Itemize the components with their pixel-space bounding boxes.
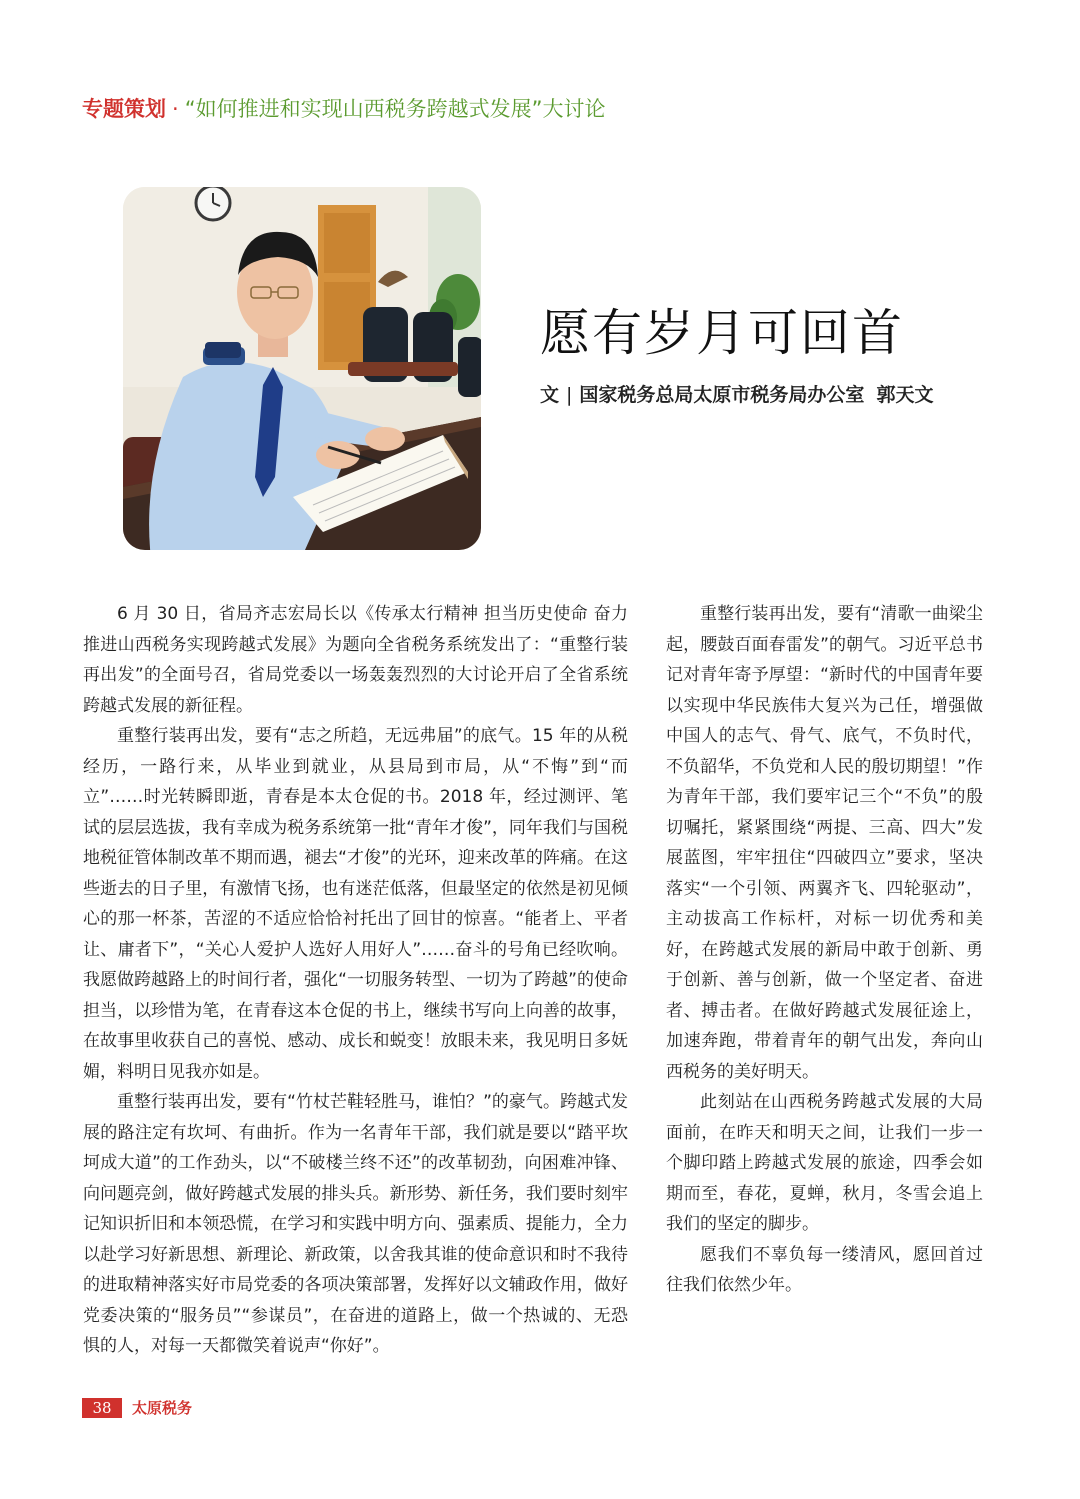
paragraph: 6 月 30 日，省局齐志宏局长以《传承太行精神 担当历史使命 奋力推进山西税务实现跨越式发展》为题向全省税务系统发出了：“重整行装再出发”的全面号召，省局党委以一场轰轰烈烈的大讨论开启了全省系统跨越式发展的新征程。	[83, 604, 628, 716]
section-separator: ·	[172, 97, 179, 121]
paragraph: 愿我们不辜负每一缕清风，愿回首过往我们依然少年。	[666, 1244, 983, 1295]
article-title: 愿有岁月可回首	[540, 304, 904, 362]
paragraph: 重整行装再出发，要有“清歌一曲梁尘起，腰鼓百面春雷发”的朝气。习近平总书记对青年寄予厚望：“新时代的中国青年要以实现中华民族伟大复兴为己任，增强做中国人的志气、骨气、底气，不负时代，不负韶华，不负党和人民的殷切期望！”作为青年干部，我们要牢记三个“不负”的殷切嘱托，紧紧围绕“两提、三高、四大”发展蓝图，牢牢扭住“四破四立”要求，坚决落实“一个引领、两翼齐飞、四轮驱动”，主动拔高工作标杆，对标一切优秀和美好，在跨越式发展的新局中敢于创新、勇于创新、善与创新，做一个坚定者、奋进者、搏击者。在做好跨越式发展征途上，加速奔跑，带着青年的朝气出发，奔向山西税务的美好明天。	[666, 604, 983, 1082]
byline-prefix: 文	[540, 384, 560, 406]
author-photo	[123, 187, 481, 550]
byline-separator: |	[566, 384, 573, 406]
body-column-left	[83, 599, 628, 1362]
page-number: 38	[82, 1398, 122, 1418]
byline-author: 郭天文	[876, 384, 934, 406]
paragraph: 重整行装再出发，要有“竹杖芒鞋轻胜马，谁怕？”的豪气。跨越式发展的路注定有坎坷、有曲折。作为一名青年干部，我们就是要以“踏平坎坷成大道”的工作劲头，以“不破楼兰终不还”的改革韧劲，向困难冲锋、向问题亮剑，做好跨越式发展的排头兵。新形势、新任务，我们要时刻牢记知识折旧和本领恐慌，在学习和实践中明方向、强素质、提能力，全力以赴学习好新思想、新理论、新政策，以舍我其谁的使命意识和时不我待的进取精神落实好市局党委的各项决策部署，发挥好以文辅政作用，做好党委决策的“服务员”“参谋员”，在奋进的道路上，做一个热诚的、无恐惧的人，对每一天都微笑着说声“你好”。	[83, 1092, 628, 1356]
byline-organization: 国家税务总局太原市税务局办公室	[579, 384, 865, 406]
section-header	[82, 94, 605, 124]
paragraph: 此刻站在山西税务跨越式发展的大局面前，在昨天和明天之间，让我们一步一个脚印踏上跨越式发展的旅途，四季会如期而至，春花，夏蝉，秋月，冬雪会追上我们的坚定的脚步。	[666, 1092, 983, 1234]
section-label: 专题策划	[82, 97, 166, 121]
topic-label: “如何推进和实现山西税务跨越式发展”大讨论	[184, 97, 606, 121]
body-column-right	[666, 599, 983, 1301]
paragraph: 重整行装再出发，要有“志之所趋，无远弗届”的底气。15 年的从税经历，一路行来，从毕业到就业，从县局到市局，从“不悔”到“而立”……时光转瞬即逝，青春是本太仓促的书。2018 年，经过测评、笔试的层层选拔，我有幸成为税务系统第一批“青年才俊”，同年我们与国税地税征管体制改革不期而遇，褪去“才俊”的光环，迎来改革的阵痛。在这些逝去的日子里，有激情飞扬，也有迷茫低落，但最坚定的依然是初见倾心的那一杯茶，苦涩的不适应恰恰衬托出了回甘的惊喜。“能者上、平者让、庸者下”，“关心人爱护人选好人用好人”……奋斗的号角已经吹响。我愿做跨越路上的时间行者，强化“一切服务转型、一切为了跨越”的使命担当，以珍惜为笔，在青春这本仓促的书上，继续书写向上向善的故事，在故事里收获自己的喜悦、感动、成长和蜕变！放眼未来，我见明日多妩媚，料明日见我亦如是。	[83, 726, 628, 1082]
byline	[540, 380, 933, 410]
page-footer	[82, 1397, 192, 1418]
magazine-name: 太原税务	[132, 1399, 193, 1417]
